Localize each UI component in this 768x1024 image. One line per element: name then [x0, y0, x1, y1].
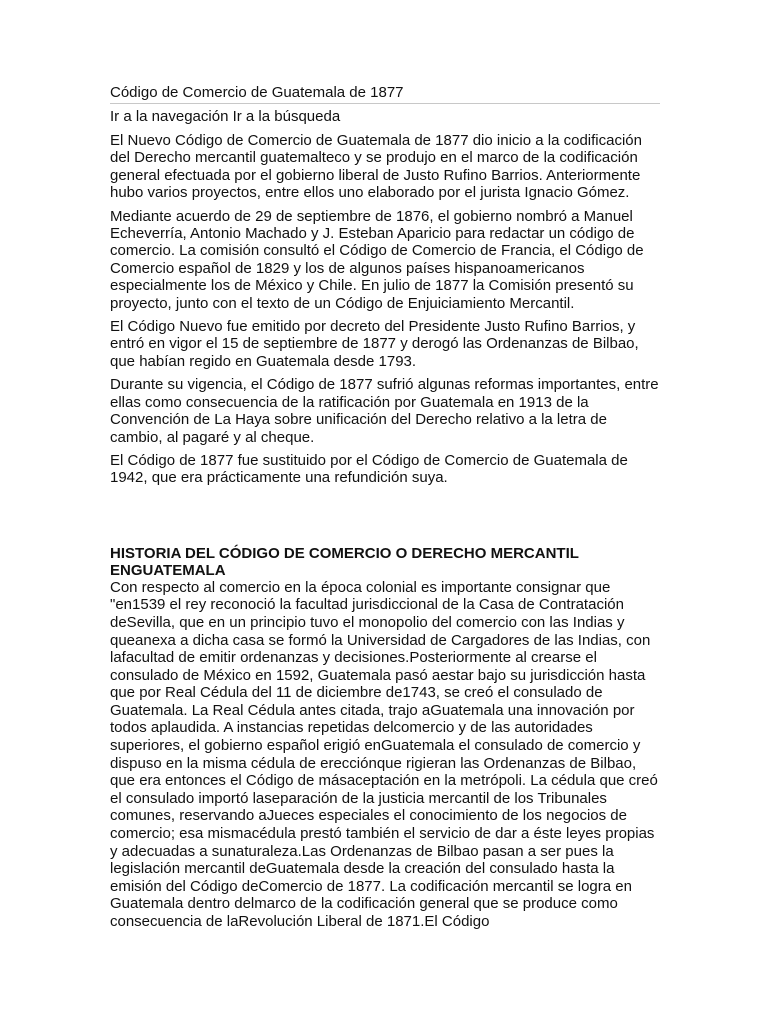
paragraph-replacement: El Código de 1877 fue sustituido por el Código de Comercio de Guatemala de 1942, que era prácticamente una refundición suya. — [110, 451, 628, 487]
skip-to-navigation-link[interactable]: Ir a la navegación — [110, 108, 229, 125]
paragraph-intro: El Nuevo Código de Comercio de Guatemala de 1877 dio inicio a la codificación del Derecho mercantil guatemalteco y se produjo en el marco de la codificación general efectuada por el gobierno liberal de Justo Rufino Barrios. Anteriormente hubo varios proyectos, entre ellos uno elaborado por el jurista Ignacio Gómez. — [110, 132, 642, 202]
page-title: Código de Comercio de Guatemala de 1877 — [110, 84, 404, 101]
document-page — [110, 84, 660, 931]
section-heading: HISTORIA DEL CÓDIGO DE COMERCIO O DERECHO MERCANTIL ENGUATEMALA — [110, 544, 579, 579]
paragraph-decree: El Código Nuevo fue emitido por decreto del Presidente Justo Rufino Barrios, y entró en vigor el 15 de septiembre de 1877 y derogó las Ordenanzas de Bilbao, que habían regido en Guatemala desde 1793. — [110, 318, 639, 370]
skip-links — [110, 108, 660, 126]
skip-to-search-link[interactable]: Ir a la búsqueda — [232, 108, 341, 125]
paragraph-reforms: Durante su vigencia, el Código de 1877 sufrió algunas reformas importantes, entre ellas como consecuencia de la ratificación por Guatemala en 1913 de la Convención de La Haya sobre unificación del Derecho relativo a la letra de cambio, al pagaré y al cheque. — [110, 376, 659, 446]
section-gap — [110, 493, 660, 545]
title-divider — [110, 103, 660, 104]
paragraph-commission: Mediante acuerdo de 29 de septiembre de 1876, el gobierno nombró a Manuel Echeverría, Antonio Machado y J. Esteban Aparicio para redactar un código de comercio. La comisión consultó el Código de Comercio de Francia, el Código de Comercio español de 1829 y los de algunos países hispanoamericanos especialmente los de México y Chile. En julio de 1877 la Comisión presentó su proyecto, junto con el texto de un Código de Enjuiciamiento Mercantil. — [110, 207, 644, 312]
section-body: Con respecto al comercio en la época colonial es importante consignar que "en1539 el rey reconoció la facultad jurisdiccional de la Casa de Contratación deSevilla, que en un principio tuvo el monopolio del comercio con las Indias y queanexa a dicha casa se formó la Universidad de Cargadores de las Indias, con lafacultad de emitir ordenanzas y decisiones.Posteriormente al crearse el consulado de México en 1592, Guatemala pasó aestar bajo su jurisdicción hasta que por Real Cédula del 11 de diciembre de1743, se creó el consulado de Guatemala. La Real Cédula antes citada, trajo aGuatemala una innovación por todos aplaudida. A instancias repetidas delcomercio y de las autoridades superiores, el gobierno español erigió enGuatemala el consulado de comercio y dispuso en la misma cédula de erecciónque rigieran las Ordenanzas de Bilbao, que era entonces el Código de másaceptación en la metrópoli. La cédula que creó el consulado importó laseparación de la justicia mercantil de los Tribunales comunes, reservando aJueces especiales el conocimiento de los negocios de comercio; esa mismacédula prestó también el servicio de dar a éste leyes propias y adecuadas a sunaturaleza.Las Ordenanzas de Bilbao pasan a ser pues la legislación mercantil deGuatemala desde la creación del consulado hasta la emisión del Código deComercio de 1877. La codificación mercantil se logra en Guatemala dentro delmarco de la codificación general que se produce como consecuencia de laRevolución Liberal de 1871.El Código — [110, 578, 658, 930]
